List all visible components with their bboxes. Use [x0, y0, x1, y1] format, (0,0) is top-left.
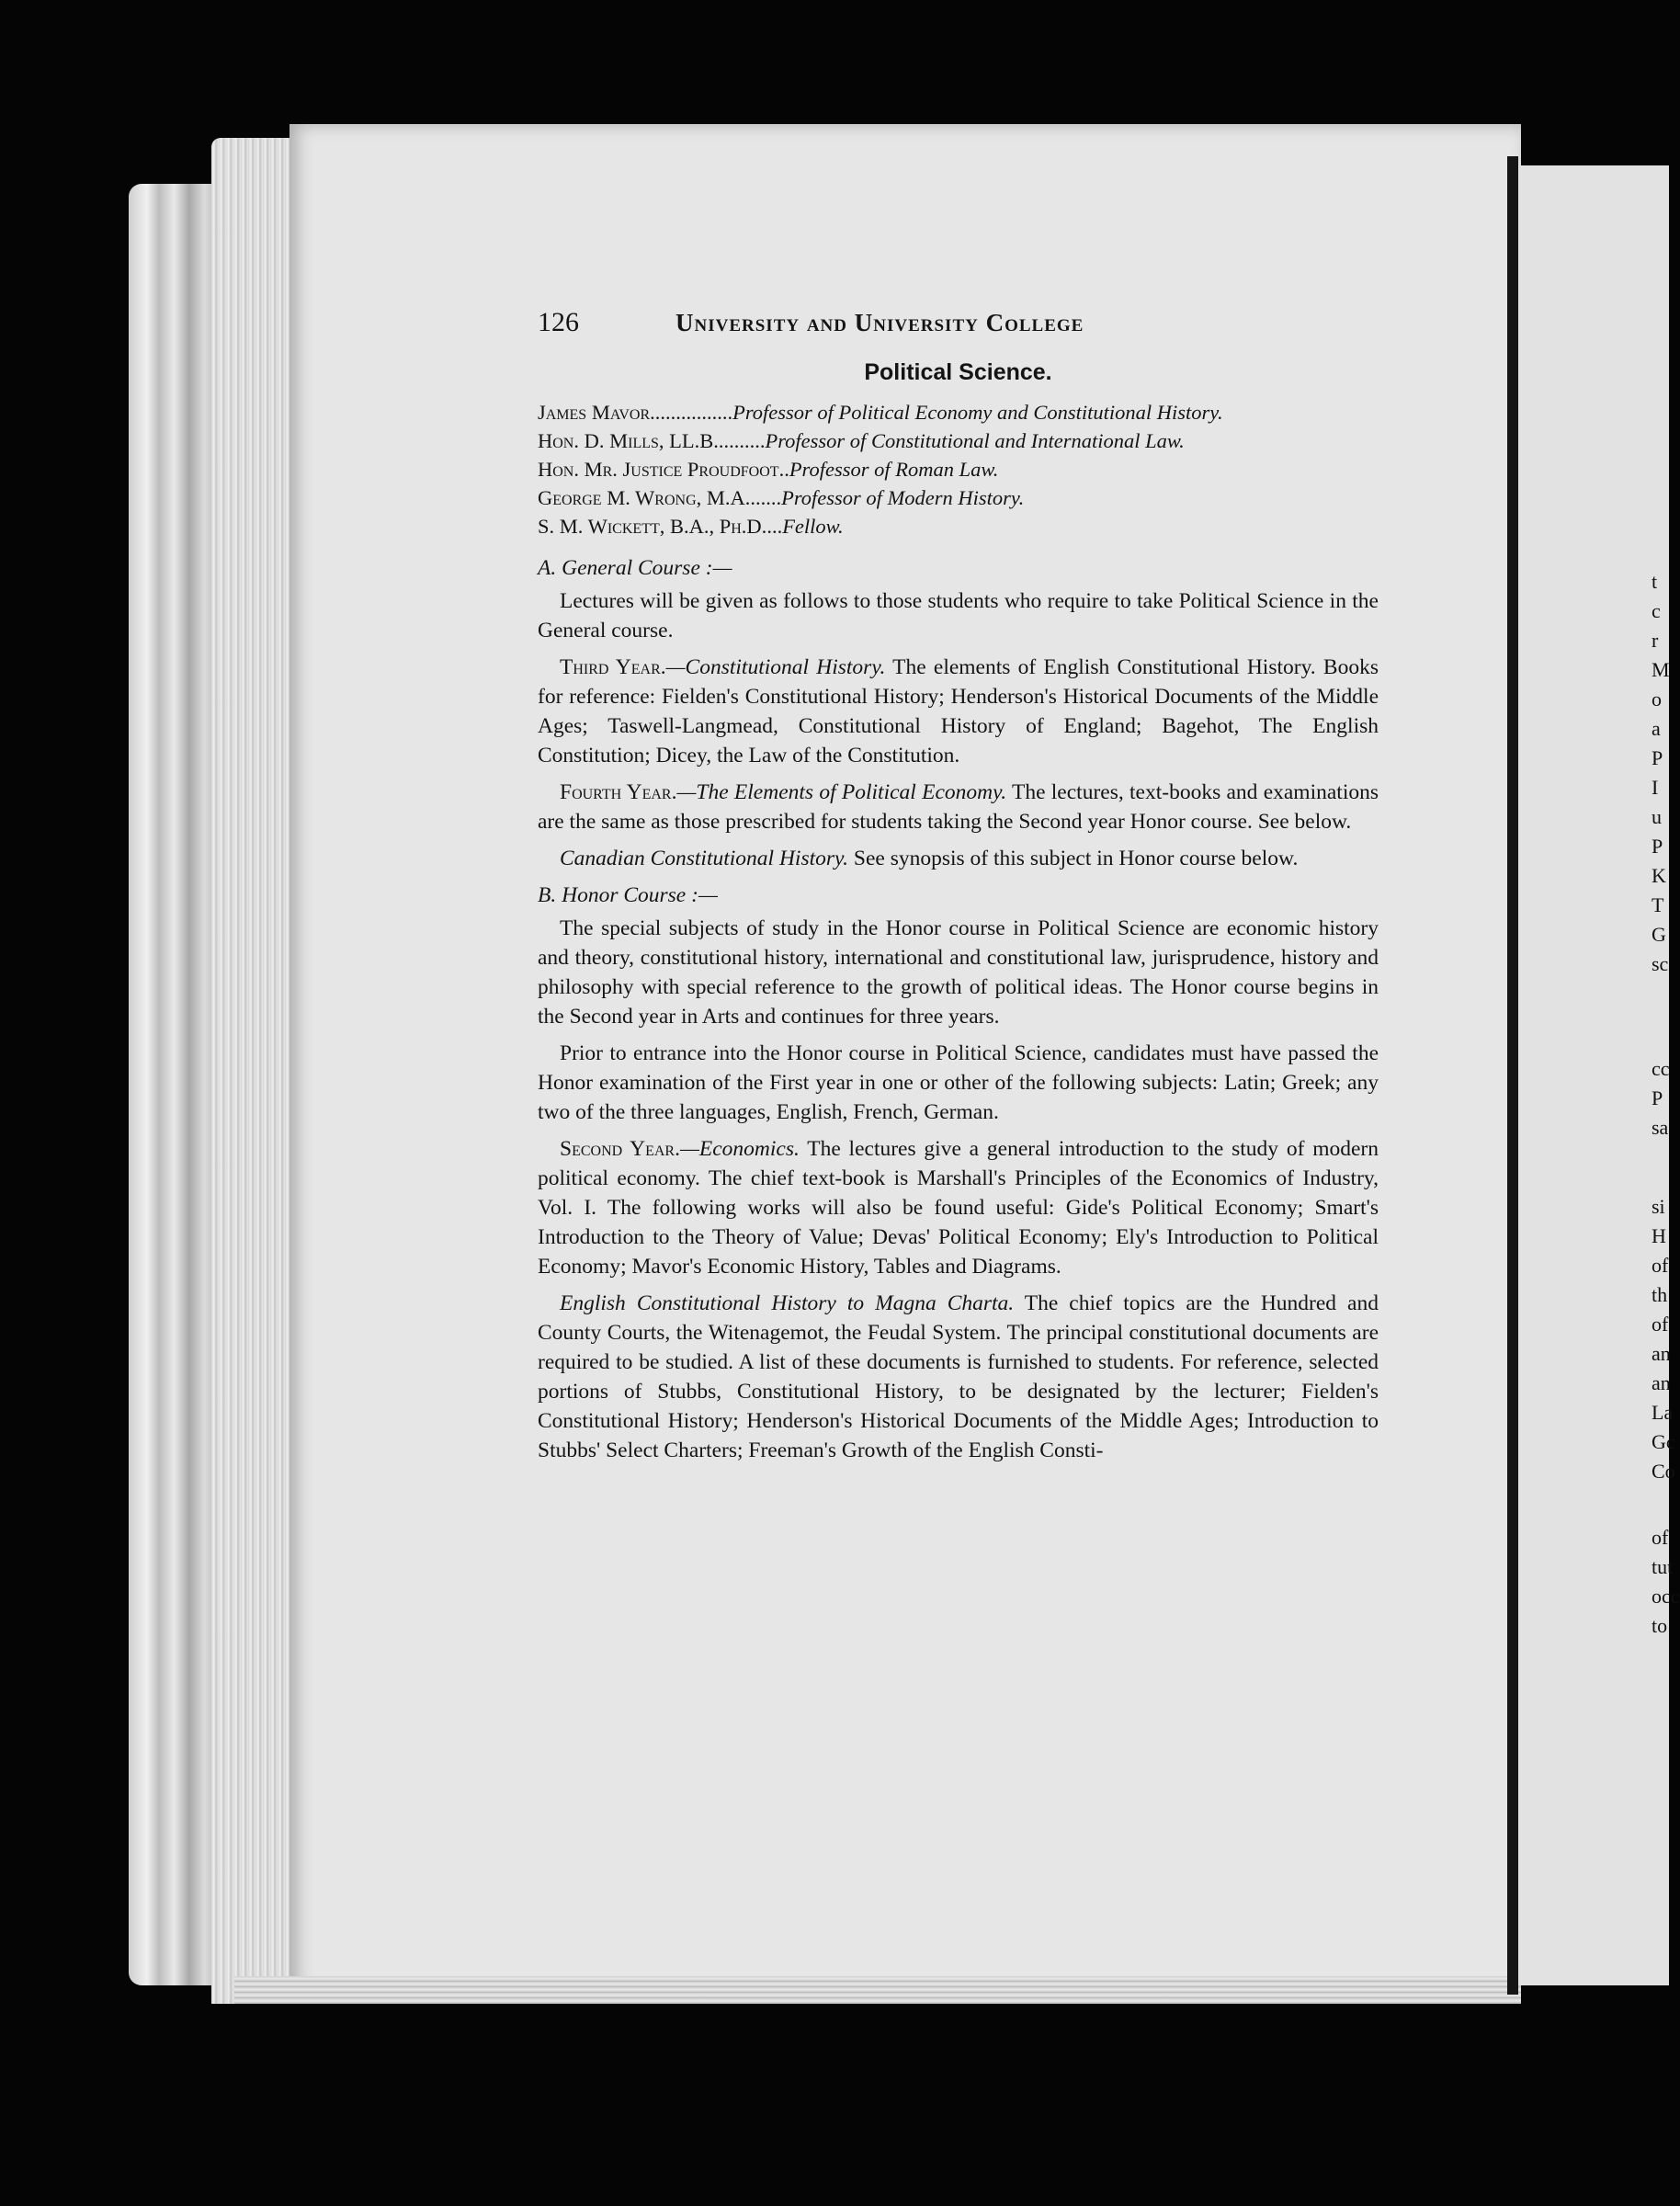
page-number: 126	[538, 307, 579, 337]
facing-page-fragment: t	[1652, 570, 1658, 593]
facing-page-fragment: G	[1652, 923, 1666, 946]
facing-page-fragment: Co	[1652, 1460, 1675, 1483]
facing-page-fragment: Gc	[1652, 1430, 1675, 1453]
facing-page-fragment: of	[1652, 1254, 1669, 1277]
facing-page-fragment: H	[1652, 1224, 1666, 1247]
facing-page-fragment: La	[1652, 1401, 1674, 1424]
staff-name: Hon. Mr. Justice Proudfoot	[538, 458, 779, 481]
section-title: Political Science.	[864, 359, 1052, 385]
honor-course-p2: Prior to entrance into the Honor course in Political Science, candidates must have passed the Honor examination of the First year in one or other of the following subjects: Latin; Greek; any two of the three languages, English, French, German.	[538, 1041, 1379, 1124]
facing-page-fragment: u	[1652, 805, 1662, 828]
staff-title: Professor of Modern History.	[781, 486, 1025, 509]
page-header	[538, 308, 1379, 337]
staff-row: Hon. Mr. Justice Proudfoot .. Professor of Roman Law.	[538, 455, 1379, 483]
general-course-intro: Lectures will be given as follows to those students who require to take Political Science in the General course.	[538, 589, 1379, 642]
honor-course-p1: The special subjects of study in the Honor course in Political Science are economic history and theory, constitutional history, international and constitutional law, jurisprudence, history and philosophy with special reference to the growth of political ideas. The Honor course begins in the Second year in Arts and continues for three years.	[538, 916, 1379, 1029]
third-year-paragraph	[538, 653, 1379, 770]
facing-page-fragment: o	[1652, 688, 1662, 711]
second-year-label: Second Year.	[560, 1137, 680, 1161]
general-course-heading: A. General Course :—	[538, 556, 732, 580]
staff-row: Hon. D. Mills, LL.B .......... Professor of Constitutional and International Law.	[538, 426, 1379, 455]
facing-page	[1518, 165, 1680, 1985]
staff-title: Fellow.	[782, 515, 844, 538]
honor-course-heading: B. Honor Course :—	[538, 883, 718, 907]
fourth-year-text: The lectures, text-books and examinations are the same as those prescribed for students taking the Second year Honor course. See below.	[538, 780, 1379, 834]
book-gutter	[1507, 156, 1518, 1995]
facing-page-fragment: si	[1652, 1195, 1665, 1218]
canadian-text: See synopsis of this subject in Honor course below.	[848, 847, 1299, 870]
facing-page-fragment: occ	[1652, 1585, 1680, 1608]
english-history-subject: English Constitutional History to Magna Charta.	[560, 1291, 1015, 1315]
facing-page-fragment: tut	[1652, 1555, 1674, 1578]
third-year-subject: —Constitutional History.	[665, 655, 886, 679]
canadian-subject: Canadian Constitutional History.	[560, 847, 849, 870]
staff-row: S. M. Wickett, B.A., Ph.D. ... Fellow.	[538, 512, 1379, 540]
book-bottom-edge	[234, 1976, 1521, 2004]
facing-page-fragment: M	[1652, 658, 1670, 681]
staff-name: Hon. D. Mills, LL.B	[538, 429, 714, 452]
third-year-text: The elements of English Constitutional History. Books for reference: Fielden's Constitutional History; Henderson's Historical Documents of the Middle Ages; Taswell-Langmead, Constitutional History of England; Bagehot, The English Constitution; Dicey, the Law of the Constitution.	[538, 655, 1379, 768]
facing-page-fragment: to	[1652, 1614, 1668, 1637]
facing-page-fragment: sa	[1652, 1116, 1669, 1139]
facing-page-fragment: P	[1652, 746, 1663, 769]
english-history-text: The chief topics are the Hundred and County Courts, the Witenagemot, the Feudal System. The principal constitutional documents are required to be studied. A list of these documents is furnished to students. For reference, selected portions of Stubbs, Constitutional History, to be designated by the lecturer; Fielden's Constitutional History; Henderson's Historical Documents of the Middle Ages; Introduction to Stubbs' Select Charters; Freeman's Growth of the English Consti-	[538, 1291, 1379, 1462]
second-year-paragraph	[538, 1134, 1379, 1281]
second-year-text: The lectures give a general introduction to the study of modern political economy. The chief text-book is Marshall's Principles of the Economics of Industry, Vol. I. The following works will also be found useful: Gide's Political Economy; Smart's Introduction to the Theory of Value; Devas' Political Economy; Ely's Introduction to Political Economy; Mavor's Economic History, Tables and Diagrams.	[538, 1137, 1379, 1279]
english-history-paragraph	[538, 1289, 1379, 1465]
facing-page-fragment: a	[1652, 717, 1661, 740]
third-year-label: Third Year.	[560, 655, 666, 679]
staff-name: S. M. Wickett, B.A., Ph.D.	[538, 515, 767, 538]
facing-page-fragment: th	[1652, 1283, 1668, 1306]
staff-title: Professor of Constitutional and International Law.	[765, 429, 1185, 452]
facing-page-fragment: an	[1652, 1371, 1671, 1394]
second-year-subject: —Economics.	[679, 1137, 800, 1161]
facing-page-fragment: P	[1652, 835, 1663, 858]
facing-page-fragment: c	[1652, 599, 1661, 622]
staff-name: James Mavor	[538, 401, 651, 424]
fourth-year-paragraph	[538, 778, 1379, 836]
facing-page-fragment: T	[1652, 893, 1664, 916]
facing-page-fragment: K	[1652, 864, 1666, 887]
facing-page-fragment: of	[1652, 1526, 1669, 1549]
staff-list	[538, 398, 1379, 540]
staff-row: James Mavor ................ Professor of Political Economy and Constitutional History.	[538, 398, 1379, 426]
fourth-year-label: Fourth Year.	[560, 780, 677, 804]
facing-page-fragment: r	[1652, 629, 1659, 652]
staff-title: Professor of Roman Law.	[789, 458, 999, 481]
facing-page-fragment: P	[1652, 1086, 1663, 1109]
facing-page-fragment: I	[1652, 776, 1659, 799]
staff-name: George M. Wrong, M.A.	[538, 486, 751, 509]
staff-title: Professor of Political Economy and Constitutional History.	[732, 401, 1223, 424]
facing-page-fragment: of	[1652, 1313, 1669, 1336]
fourth-year-subject: —The Elements of Political Economy.	[676, 780, 1007, 804]
page-content	[538, 308, 1379, 1473]
facing-page-fragment: cc	[1652, 1057, 1670, 1080]
staff-row: George M. Wrong, M.A. ...... Professor of Modern History.	[538, 483, 1379, 512]
facing-page-fragment: an	[1652, 1342, 1671, 1365]
facing-page-fragment: sc	[1652, 952, 1669, 975]
canadian-paragraph	[538, 844, 1379, 873]
running-head: University and University College	[675, 309, 1084, 336]
